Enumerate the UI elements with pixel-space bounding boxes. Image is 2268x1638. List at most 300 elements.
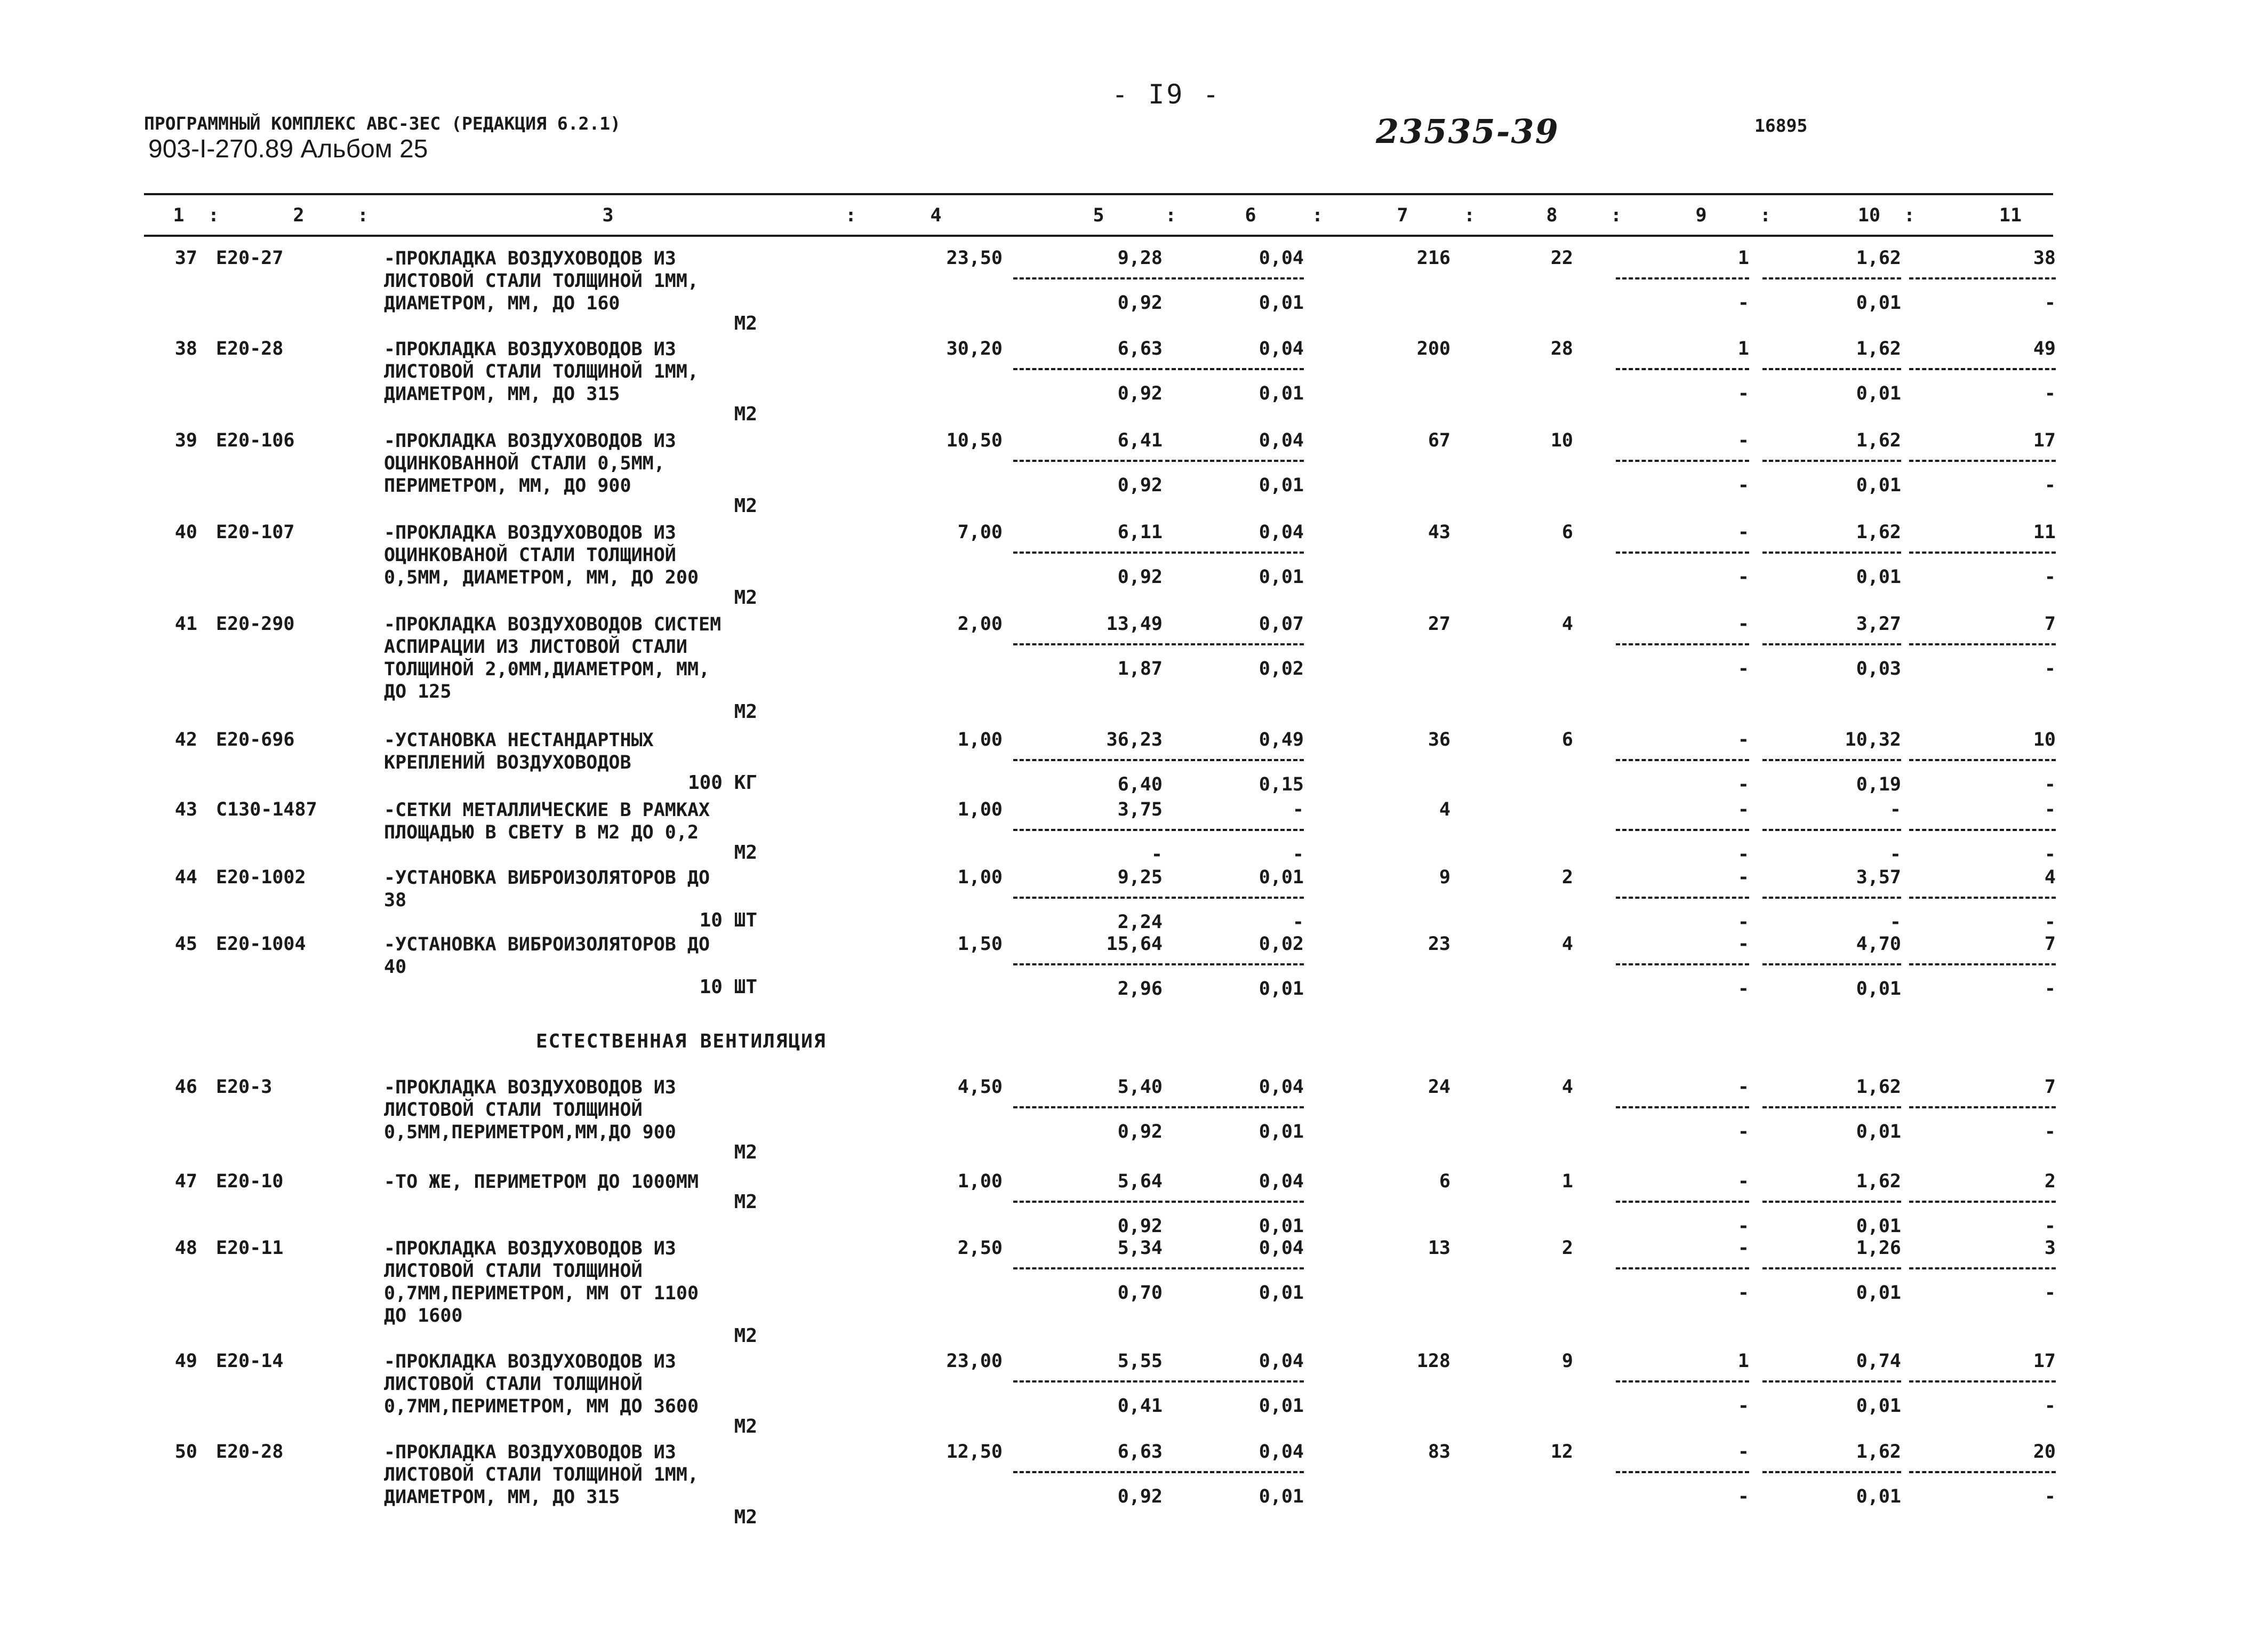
cell-col6-bottom: 0,01 [1259, 978, 1304, 1000]
cell-col5-divider [1013, 1471, 1163, 1473]
cell-col5-top: 5,34 [1117, 1237, 1163, 1259]
cell-col9-top: 1 [1737, 1351, 1749, 1372]
cell-col9-divider [1616, 552, 1749, 554]
cell-col5-top: 9,25 [1117, 867, 1163, 888]
cell-col10-divider [1762, 460, 1901, 462]
cell-col9-divider [1616, 1380, 1749, 1383]
cell-col4: 10,50 [946, 430, 1003, 451]
cell-col11-bottom: - [2044, 658, 2056, 680]
row-code: E20-106 [216, 430, 295, 451]
cell-col11-divider [1909, 552, 2056, 554]
cell-col4: 23,50 [946, 247, 1003, 269]
cell-col11-bottom: - [2044, 844, 2056, 865]
cell-col8: 4 [1561, 613, 1573, 635]
cell-col8: 9 [1561, 1351, 1573, 1372]
cell-col7: 27 [1428, 613, 1450, 635]
cell-col9-divider [1616, 277, 1749, 279]
cell-col10-top: 1,62 [1856, 1076, 1901, 1098]
cell-col6-top: 0,01 [1259, 867, 1304, 888]
cell-col6-top: 0,04 [1259, 338, 1304, 359]
cell-col11-bottom: - [2044, 292, 2056, 314]
program-line: ПРОГРАММНЫЙ КОМПЛЕКС АВС-3ЕС (РЕДАКЦИЯ 6.2.1) [144, 113, 621, 134]
cell-col9-top: - [1737, 867, 1749, 888]
cell-col7: 36 [1428, 729, 1450, 750]
row-description-line: КРЕПЛЕНИЙ ВОЗДУХОВОДОВ [384, 752, 631, 773]
cell-col5-divider [1013, 1106, 1163, 1108]
cell-col7: 128 [1416, 1351, 1450, 1372]
row-number: 48 [174, 1237, 197, 1259]
cell-col11-top: 3 [2044, 1237, 2056, 1259]
cell-col5-divider [1013, 368, 1163, 370]
row-unit: М2 [734, 701, 757, 723]
row-description-line: ОЦИНКОВАННОЙ СТАЛИ 0,5ММ, [384, 453, 665, 474]
cell-col9-bottom: - [1737, 383, 1749, 404]
cell-col5-bottom: 0,41 [1117, 1395, 1163, 1417]
cell-col6-top: - [1292, 799, 1304, 820]
cell-col10-divider [1762, 552, 1901, 554]
cell-col9-bottom: - [1737, 1216, 1749, 1237]
row-code: E20-696 [216, 729, 295, 750]
cell-col4: 4,50 [957, 1076, 1003, 1098]
cell-col8: 28 [1550, 338, 1573, 359]
cell-col10-bottom: 0,19 [1856, 774, 1901, 795]
cell-col6-divider [1165, 829, 1304, 831]
cell-col5-divider [1013, 829, 1163, 831]
cell-col11-divider [1909, 1201, 2056, 1203]
row-code: E20-107 [216, 522, 295, 543]
cell-col6-divider [1165, 1380, 1304, 1383]
column-separator: : [845, 205, 857, 226]
cell-col11-bottom: - [2044, 1486, 2056, 1507]
cell-col9-divider [1616, 897, 1749, 899]
column-header-5: 5 [1093, 205, 1104, 226]
cell-col10-bottom: 0,01 [1856, 475, 1901, 496]
row-description-line: 38 [384, 890, 407, 911]
cell-col6-top: 0,04 [1259, 247, 1304, 269]
cell-col5-bottom: 0,92 [1117, 566, 1163, 588]
row-description-line: ЛИСТОВОЙ СТАЛИ ТОЛЩИНОЙ 1ММ, [384, 1464, 699, 1485]
column-header-3: 3 [602, 205, 614, 226]
cell-col8: 4 [1561, 933, 1573, 955]
cell-col4: 12,50 [946, 1441, 1003, 1463]
cell-col11-top: 11 [2033, 522, 2056, 543]
cell-col8: 2 [1561, 1237, 1573, 1259]
row-code: E20-1004 [216, 933, 306, 955]
cell-col11-top: 2 [2044, 1171, 2056, 1192]
cell-col9-divider [1616, 1267, 1749, 1269]
cell-col6-bottom: 0,01 [1259, 292, 1304, 314]
cell-col11-divider [1909, 1471, 2056, 1473]
cell-col6-divider [1165, 277, 1304, 279]
cell-col11-top: 4 [2044, 867, 2056, 888]
cell-col11-top: 38 [2033, 247, 2056, 269]
row-unit: М2 [734, 1325, 757, 1347]
row-unit: 100 КГ [687, 772, 757, 794]
column-separator: : [1165, 205, 1177, 226]
cell-col4: 1,00 [957, 799, 1003, 820]
cell-col7: 23 [1428, 933, 1450, 955]
cell-col5-bottom: 0,92 [1117, 1121, 1163, 1142]
cell-col5-divider [1013, 963, 1163, 965]
cell-col9-bottom: - [1737, 774, 1749, 795]
row-code: E20-290 [216, 613, 295, 635]
cell-col9-bottom: - [1737, 566, 1749, 588]
cell-col6-divider [1165, 1267, 1304, 1269]
cell-col4: 1,00 [957, 867, 1003, 888]
cell-col6-divider [1165, 759, 1304, 761]
cell-col6-top: 0,02 [1259, 933, 1304, 955]
cell-col9-divider [1616, 1471, 1749, 1473]
row-number: 49 [174, 1351, 197, 1372]
cell-col5-top: 15,64 [1106, 933, 1163, 955]
cell-col11-top: 7 [2044, 1076, 2056, 1098]
cell-col6-top: 0,04 [1259, 1441, 1304, 1463]
cell-col9-top: 1 [1737, 338, 1749, 359]
cell-col9-bottom: - [1737, 844, 1749, 865]
cell-col5-bottom: 0,92 [1117, 475, 1163, 496]
cell-col10-top: 0,74 [1856, 1351, 1901, 1372]
cell-col6-divider [1165, 643, 1304, 645]
row-description-line: -ПРОКЛАДКА ВОЗДУХОВОДОВ ИЗ [384, 248, 676, 269]
cell-col10-top: 1,62 [1856, 1171, 1901, 1192]
cell-col10-top: 1,62 [1856, 522, 1901, 543]
cell-col7: 216 [1416, 247, 1450, 269]
cell-col5-divider [1013, 1380, 1163, 1383]
cell-col7: 13 [1428, 1237, 1450, 1259]
cell-col7: 24 [1428, 1076, 1450, 1098]
cell-col5-top: 6,63 [1117, 338, 1163, 359]
cell-col7: 43 [1428, 522, 1450, 543]
cell-col10-divider [1762, 829, 1901, 831]
cell-col5-top: 5,40 [1117, 1076, 1163, 1098]
cell-col5-bottom: - [1151, 844, 1163, 865]
cell-col10-top: 1,26 [1856, 1237, 1901, 1259]
row-code: E20-1002 [216, 867, 306, 888]
column-separator: : [357, 205, 369, 226]
cell-col8: 4 [1561, 1076, 1573, 1098]
cell-col5-top: 5,55 [1117, 1351, 1163, 1372]
row-description-line: -ПРОКЛАДКА ВОЗДУХОВОДОВ ИЗ [384, 1442, 676, 1463]
cell-col6-bottom: 0,01 [1259, 1395, 1304, 1417]
cell-col6-bottom: 0,01 [1259, 1216, 1304, 1237]
cell-col5-top: 6,41 [1117, 430, 1163, 451]
cell-col11-divider [1909, 277, 2056, 279]
cell-col10-divider [1762, 643, 1901, 645]
row-number: 46 [174, 1076, 197, 1098]
cell-col10-top: 3,57 [1856, 867, 1901, 888]
row-description-line: -ТО ЖЕ, ПЕРИМЕТРОМ ДО 1000ММ [384, 1171, 699, 1193]
cell-col10-divider [1762, 963, 1901, 965]
cell-col5-divider [1013, 1267, 1163, 1269]
cell-col9-top: 1 [1737, 247, 1749, 269]
cell-col10-divider [1762, 1106, 1901, 1108]
cell-col9-top: - [1737, 522, 1749, 543]
cell-col11-divider [1909, 963, 2056, 965]
cell-col5-divider [1013, 897, 1163, 899]
cell-col11-bottom: - [2044, 774, 2056, 795]
cell-col6-bottom: - [1292, 912, 1304, 933]
cell-col10-divider [1762, 759, 1901, 761]
cell-col10-bottom: 0,01 [1856, 1395, 1901, 1417]
cell-col7: 6 [1439, 1171, 1450, 1192]
cell-col11-divider [1909, 1106, 2056, 1108]
cell-col10-top: 3,27 [1856, 613, 1901, 635]
cell-col11-top: 7 [2044, 933, 2056, 955]
cell-col10-bottom: 0,01 [1856, 1216, 1901, 1237]
cell-col4: 7,00 [957, 522, 1003, 543]
row-unit: М2 [734, 1506, 757, 1528]
cell-col11-divider [1909, 1267, 2056, 1269]
cell-col11-top: - [2044, 799, 2056, 820]
cell-col9-bottom: - [1737, 475, 1749, 496]
cell-col9-bottom: - [1737, 912, 1749, 933]
row-number: 47 [174, 1171, 197, 1192]
row-unit: М2 [734, 403, 757, 425]
row-description-line: ОЦИНКОВАНОЙ СТАЛИ ТОЛЩИНОЙ [384, 545, 676, 566]
row-number: 38 [174, 338, 197, 359]
row-description-line: -СЕТКИ МЕТАЛЛИЧЕСКИЕ В РАМКАХ [384, 800, 710, 821]
row-description-line: АСПИРАЦИИ ИЗ ЛИСТОВОЙ СТАЛИ [384, 636, 687, 658]
cell-col7: 200 [1416, 338, 1450, 359]
row-number: 45 [174, 933, 197, 955]
row-number: 43 [174, 799, 197, 820]
column-separator: : [208, 205, 220, 226]
cell-col5-divider [1013, 1201, 1163, 1203]
cell-col9-top: - [1737, 430, 1749, 451]
cell-col8: 2 [1561, 867, 1573, 888]
cell-col9-divider [1616, 643, 1749, 645]
cell-col4: 1,00 [957, 1171, 1003, 1192]
document-code: 16895 [1754, 115, 1808, 136]
cell-col9-divider [1616, 460, 1749, 462]
cell-col9-bottom: - [1737, 1486, 1749, 1507]
row-description-line: ЛИСТОВОЙ СТАЛИ ТОЛЩИНОЙ [384, 1260, 643, 1282]
row-description-line: 0,5ММ,ПЕРИМЕТРОМ,ММ,ДО 900 [384, 1122, 676, 1143]
cell-col11-top: 49 [2033, 338, 2056, 359]
cell-col11-top: 17 [2033, 1351, 2056, 1372]
cell-col11-divider [1909, 643, 2056, 645]
cell-col5-bottom: 2,96 [1117, 978, 1163, 1000]
row-description-line: ТОЛЩИНОЙ 2,0ММ,ДИАМЕТРОМ, ММ, [384, 659, 710, 680]
cell-col7: 9 [1439, 867, 1450, 888]
row-unit: М2 [734, 1141, 757, 1163]
cell-col5-divider [1013, 552, 1163, 554]
cell-col10-top: 1,62 [1856, 338, 1901, 359]
column-header-6: 6 [1245, 205, 1256, 226]
cell-col10-divider [1762, 1267, 1901, 1269]
cell-col5-bottom: 0,92 [1117, 383, 1163, 404]
cell-col8: 22 [1550, 247, 1573, 269]
cell-col9-bottom: - [1737, 658, 1749, 680]
cell-col4: 2,50 [957, 1237, 1003, 1259]
cell-col9-top: - [1737, 799, 1749, 820]
row-description-line: ЛИСТОВОЙ СТАЛИ ТОЛЩИНОЙ [384, 1373, 643, 1395]
cell-col5-top: 13,49 [1106, 613, 1163, 635]
row-description-line: 0,7ММ,ПЕРИМЕТРОМ, ММ ОТ 1100 [384, 1283, 699, 1304]
row-description-line: ПЕРИМЕТРОМ, ММ, ДО 900 [384, 475, 631, 497]
cell-col6-divider [1165, 1471, 1304, 1473]
row-description-line: -ПРОКЛАДКА ВОЗДУХОВОДОВ СИСТЕМ [384, 614, 722, 635]
cell-col6-divider [1165, 897, 1304, 899]
row-unit: 10 ШТ [699, 976, 757, 998]
row-description-line: ЛИСТОВОЙ СТАЛИ ТОЛЩИНОЙ 1ММ, [384, 361, 699, 382]
header-rule-bottom [144, 235, 2053, 237]
cell-col5-divider [1013, 460, 1163, 462]
page-number: - I9 - [1112, 79, 1221, 110]
cell-col10-divider [1762, 368, 1901, 370]
cell-col11-divider [1909, 460, 2056, 462]
cell-col7: 67 [1428, 430, 1450, 451]
cell-col11-divider [1909, 897, 2056, 899]
cell-col5-bottom: 1,87 [1117, 658, 1163, 680]
cell-col11-divider [1909, 759, 2056, 761]
row-description-line: -ПРОКЛАДКА ВОЗДУХОВОДОВ ИЗ [384, 430, 676, 452]
cell-col8: 1 [1561, 1171, 1573, 1192]
cell-col6-divider [1165, 963, 1304, 965]
cell-col11-bottom: - [2044, 1395, 2056, 1417]
cell-col5-bottom: 2,24 [1117, 912, 1163, 933]
column-header-10: 10 [1857, 205, 1881, 226]
cell-col6-top: 0,04 [1259, 1076, 1304, 1098]
row-number: 40 [174, 522, 197, 543]
cell-col6-bottom: 0,01 [1259, 566, 1304, 588]
cell-col11-top: 10 [2033, 729, 2056, 750]
cell-col11-divider [1909, 368, 2056, 370]
cell-col5-divider [1013, 277, 1163, 279]
column-header-7: 7 [1397, 205, 1408, 226]
row-code: E20-14 [216, 1351, 284, 1372]
row-description-line: -УСТАНОВКА ВИБРОИЗОЛЯТОРОВ ДО [384, 934, 710, 955]
row-description-line: ДО 125 [384, 681, 452, 702]
cell-col6-bottom: 0,15 [1259, 774, 1304, 795]
row-unit: 10 ШТ [699, 909, 757, 931]
cell-col11-top: 17 [2033, 430, 2056, 451]
row-unit: М2 [734, 842, 757, 864]
cell-col11-bottom: - [2044, 566, 2056, 588]
row-description-line: -УСТАНОВКА НЕСТАНДАРТНЫХ [384, 730, 654, 751]
cell-col9-bottom: - [1737, 1121, 1749, 1142]
cell-col5-bottom: 0,92 [1117, 1486, 1163, 1507]
cell-col6-top: 0,04 [1259, 1171, 1304, 1192]
row-description-line: -ПРОКЛАДКА ВОЗДУХОВОДОВ ИЗ [384, 339, 676, 360]
cell-col11-bottom: - [2044, 1121, 2056, 1142]
cell-col6-bottom: - [1292, 844, 1304, 865]
cell-col11-bottom: - [2044, 1216, 2056, 1237]
column-separator: : [1904, 205, 1916, 226]
cell-col10-divider [1762, 897, 1901, 899]
cell-col11-divider [1909, 1380, 2056, 1383]
cell-col10-bottom: - [1889, 844, 1901, 865]
cell-col9-divider [1616, 963, 1749, 965]
row-description-line: 0,5ММ, ДИАМЕТРОМ, ММ, ДО 200 [384, 567, 699, 588]
row-number: 39 [174, 430, 197, 451]
row-code: E20-27 [216, 247, 284, 269]
row-description-line: -УСТАНОВКА ВИБРОИЗОЛЯТОРОВ ДО [384, 867, 710, 889]
cell-col8: 6 [1561, 729, 1573, 750]
cell-col6-bottom: 0,01 [1259, 1282, 1304, 1304]
row-number: 44 [174, 867, 197, 888]
row-description-line: ДО 1600 [384, 1305, 463, 1327]
cell-col9-top: - [1737, 1076, 1749, 1098]
cell-col10-bottom: - [1889, 912, 1901, 933]
cell-col5-bottom: 0,92 [1117, 292, 1163, 314]
cell-col10-top: 10,32 [1845, 729, 1901, 750]
header-rule-top [144, 193, 2053, 195]
column-header-4: 4 [930, 205, 942, 226]
cell-col7: 4 [1439, 799, 1450, 820]
row-code: E20-3 [216, 1076, 273, 1098]
cell-col5-bottom: 0,92 [1117, 1216, 1163, 1237]
row-description-line: ДИАМЕТРОМ, ММ, ДО 315 [384, 383, 620, 405]
cell-col10-bottom: 0,01 [1856, 566, 1901, 588]
cell-col6-top: 0,04 [1259, 430, 1304, 451]
cell-col9-top: - [1737, 729, 1749, 750]
cell-col11-bottom: - [2044, 383, 2056, 404]
cell-col4: 30,20 [946, 338, 1003, 359]
row-unit: М2 [734, 587, 757, 609]
row-description-line: -ПРОКЛАДКА ВОЗДУХОВОДОВ ИЗ [384, 1238, 676, 1259]
cell-col10-bottom: 0,01 [1856, 978, 1901, 1000]
cell-col6-bottom: 0,01 [1259, 383, 1304, 404]
cell-col10-top: - [1889, 799, 1901, 820]
cell-col11-top: 20 [2033, 1441, 2056, 1463]
cell-col9-top: - [1737, 613, 1749, 635]
cell-col10-bottom: 0,01 [1856, 292, 1901, 314]
cell-col11-bottom: - [2044, 1282, 2056, 1304]
cell-col5-top: 5,64 [1117, 1171, 1163, 1192]
cell-col4: 23,00 [946, 1351, 1003, 1372]
cell-col8: 10 [1550, 430, 1573, 451]
cell-col10-top: 1,62 [1856, 247, 1901, 269]
cell-col5-top: 6,63 [1117, 1441, 1163, 1463]
cell-col6-top: 0,49 [1259, 729, 1304, 750]
row-description-line: -ПРОКЛАДКА ВОЗДУХОВОДОВ ИЗ [384, 1077, 676, 1098]
cell-col6-top: 0,04 [1259, 1351, 1304, 1372]
row-code: E20-28 [216, 338, 284, 359]
row-description-line: ЛИСТОВОЙ СТАЛИ ТОЛЩИНОЙ 1ММ, [384, 270, 699, 292]
cell-col9-bottom: - [1737, 292, 1749, 314]
column-header-2: 2 [293, 205, 304, 226]
cell-col11-bottom: - [2044, 475, 2056, 496]
row-number: 37 [174, 247, 197, 269]
column-header-9: 9 [1695, 205, 1707, 226]
cell-col6-divider [1165, 552, 1304, 554]
row-number: 41 [174, 613, 197, 635]
row-code: E20-28 [216, 1441, 284, 1463]
cell-col5-divider [1013, 759, 1163, 761]
cell-col5-top: 9,28 [1117, 247, 1163, 269]
cell-col11-divider [1909, 829, 2056, 831]
cell-col5-bottom: 6,40 [1117, 774, 1163, 795]
row-unit: М2 [734, 313, 757, 334]
row-number: 42 [174, 729, 197, 750]
row-description-line: 40 [384, 956, 407, 978]
cell-col9-divider [1616, 1201, 1749, 1203]
cell-col9-top: - [1737, 1441, 1749, 1463]
cell-col10-top: 4,70 [1856, 933, 1901, 955]
cell-col10-bottom: 0,01 [1856, 1121, 1901, 1142]
cell-col9-top: - [1737, 1237, 1749, 1259]
section-title: ЕСТЕСТВЕННАЯ ВЕНТИЛЯЦИЯ [536, 1030, 827, 1052]
cell-col6-divider [1165, 1201, 1304, 1203]
row-description-line: 0,7ММ,ПЕРИМЕТРОМ, ММ ДО 3600 [384, 1396, 699, 1417]
cell-col9-bottom: - [1737, 978, 1749, 1000]
column-separator: : [1312, 205, 1324, 226]
cell-col9-bottom: - [1737, 1282, 1749, 1304]
cell-col10-bottom: 0,01 [1856, 383, 1901, 404]
cell-col10-bottom: 0,01 [1856, 1486, 1901, 1507]
cell-col9-divider [1616, 368, 1749, 370]
